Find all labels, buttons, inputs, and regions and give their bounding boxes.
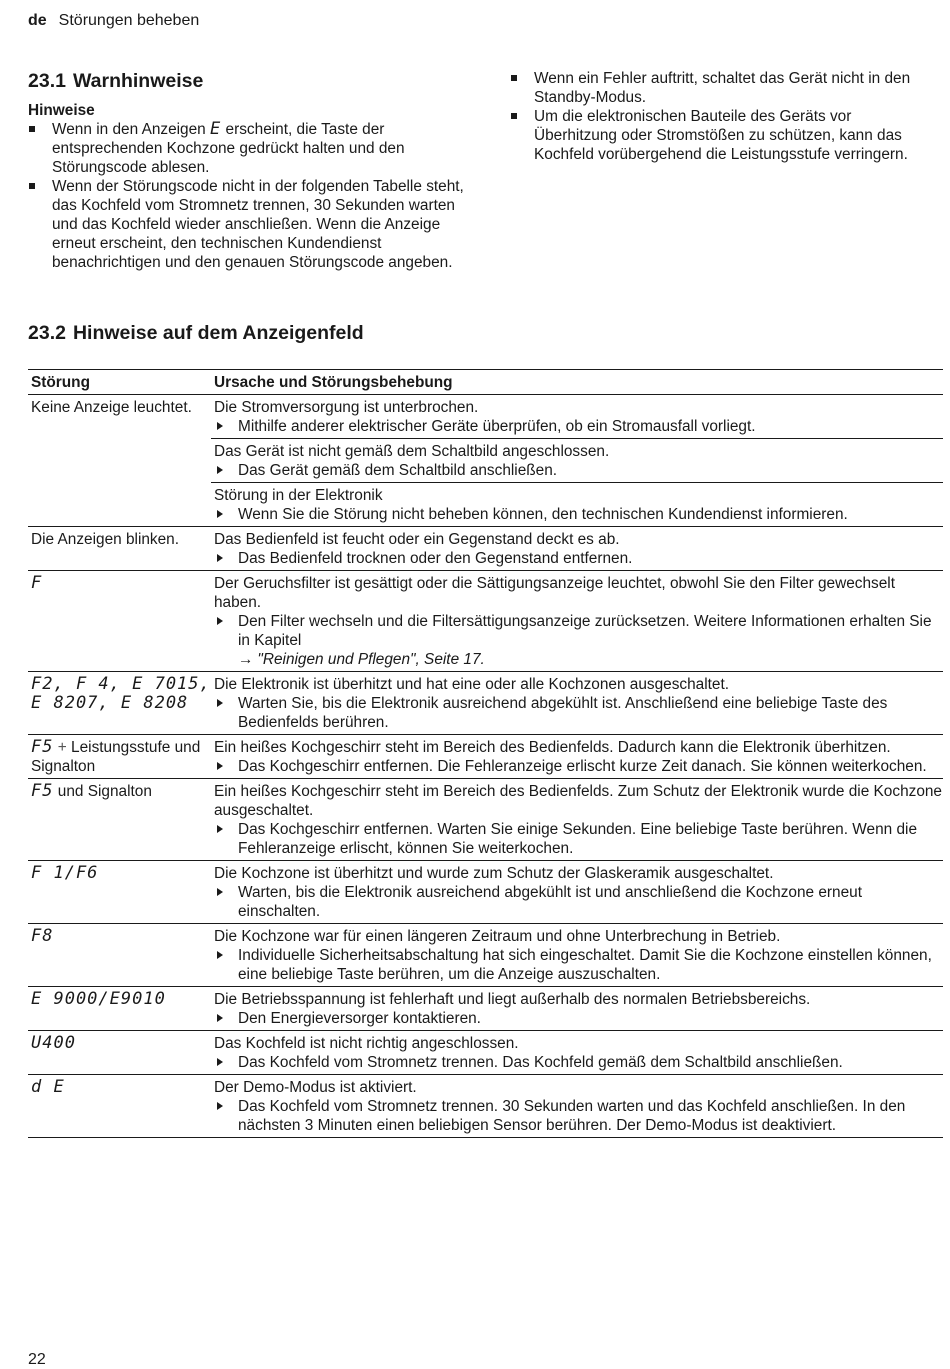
- cause-text: Die Betriebsspannung ist fehlerhaft und liegt außerhalb des normalen Betriebsbereichs.: [214, 991, 811, 1008]
- subheading-hinweise: Hinweise: [28, 102, 95, 119]
- fault-cell: [28, 1075, 211, 1138]
- cause-cell: [211, 483, 943, 527]
- page-number: 22: [28, 1351, 46, 1368]
- chapter-title: Störungen beheben: [58, 12, 200, 29]
- fault-cell: [28, 987, 211, 1031]
- cause-text: Ein heißes Kochgeschirr steht im Bereich des Bedienfelds. Dadurch kann die Elektronik überhitzen.: [214, 739, 891, 756]
- action-step: Warten, bis die Elektronik ausreichend abgekühlt ist und anschließend die Kochzone erneut einschalten.: [214, 883, 943, 921]
- action-step: Wenn Sie die Störung nicht beheben können, den technischen Kundendienst informieren.: [214, 505, 943, 524]
- fault-cell: [28, 1031, 211, 1075]
- fault-cell: [28, 779, 211, 861]
- table-row: [28, 527, 943, 571]
- language-code: de: [28, 12, 47, 29]
- cause-cell: [211, 779, 943, 861]
- cause-cell: [211, 672, 943, 735]
- cause-text: Das Kochfeld ist nicht richtig angeschlossen.: [214, 1035, 519, 1052]
- cause-cell: [211, 439, 943, 483]
- fault-text: Leistungsstufe und Signalton: [31, 739, 201, 775]
- section-title: Warnhinweise: [72, 70, 204, 92]
- action-step: Das Kochfeld vom Stromnetz trennen. Das Kochfeld gemäß dem Schaltbild anschließen.: [214, 1053, 943, 1072]
- table-row: [28, 861, 943, 924]
- cause-text: Die Elektronik ist überhitzt und hat eine oder alle Kochzonen ausgeschaltet.: [214, 676, 730, 693]
- display-code: F5: [31, 781, 54, 801]
- cause-cell: [211, 924, 943, 987]
- cause-text: Ein heißes Kochgeschirr steht im Bereich des Bedienfelds. Zum Schutz der Elektronik wurde die Kochzone ausgeschaltet.: [214, 783, 942, 819]
- column-header-cause: Ursache und Störungsbehebung: [211, 370, 943, 395]
- action-step: Den Energieversorger kontaktieren.: [214, 1009, 943, 1028]
- table-header-row: [28, 370, 943, 395]
- fault-cell: Die Anzeigen blinken.: [28, 527, 211, 571]
- cause-text: Der Demo-Modus ist aktiviert.: [214, 1079, 417, 1096]
- fault-text: und Signalton: [57, 783, 152, 800]
- display-code: F8: [31, 926, 54, 946]
- section-title: Hinweise auf dem Anzeigenfeld: [72, 322, 364, 344]
- fault-table: [28, 369, 943, 1138]
- display-code: F 1/F6: [31, 863, 99, 883]
- note-item: Wenn ein Fehler auftritt, schaltet das Gerät nicht in den Standby-Modus.: [510, 69, 930, 107]
- action-step: Das Kochfeld vom Stromnetz trennen. 30 Sekunden warten und das Kochfeld anschließen. In den nächsten 3 Minuten einen beliebigen Sensor berühren. Der Demo-Modus ist deaktiviert.: [214, 1097, 943, 1135]
- cause-cell: [211, 735, 943, 779]
- fault-cell: [28, 861, 211, 924]
- table-row: [28, 924, 943, 987]
- fault-cell: Keine Anzeige leuchtet.: [28, 395, 211, 527]
- cause-text: Die Kochzone war für einen längeren Zeitraum und ohne Unterbrechung in Betrieb.: [214, 928, 781, 945]
- table-row: [28, 672, 943, 735]
- cause-cell: [211, 527, 943, 571]
- section-23-1-left-column: [28, 69, 468, 272]
- table-row: [28, 395, 943, 439]
- fault-cell: [28, 735, 211, 779]
- cause-cell: [211, 987, 943, 1031]
- display-code: F: [31, 573, 43, 593]
- cause-text: Störung in der Elektronik: [214, 487, 383, 504]
- section-heading-23-2: [28, 321, 364, 345]
- cause-text: Die Kochzone ist überhitzt und wurde zum Schutz der Glaskeramik ausgeschaltet.: [214, 865, 774, 882]
- cause-cell: [211, 1075, 943, 1138]
- action-step: Das Gerät gemäß dem Schaltbild anschließen.: [214, 461, 943, 480]
- plus-sign: +: [57, 739, 67, 756]
- table-row: [28, 987, 943, 1031]
- action-step: Das Kochgeschirr entfernen. Warten Sie einige Sekunden. Eine beliebige Taste berühren. Wenn die Fehleranzeige erlischt, können Sie weiterkochen.: [214, 820, 943, 858]
- section-number: 23.1: [28, 70, 66, 92]
- note-item: Um die elektronischen Bauteile des Geräts vor Überhitzung oder Stromstößen zu schützen, kann das Kochfeld vorübergehend die Leistungsstufe verringern.: [510, 107, 930, 164]
- fault-cell: [28, 924, 211, 987]
- notes-list-right: [510, 69, 930, 164]
- column-header-fault: Störung: [28, 370, 211, 395]
- cause-cell: [211, 395, 943, 439]
- action-step: Mithilfe anderer elektrischer Geräte überprüfen, ob ein Stromausfall vorliegt.: [214, 417, 943, 436]
- table-row: [28, 1075, 943, 1138]
- running-header: [28, 11, 199, 30]
- fault-cell: [28, 672, 211, 735]
- arrow-right-icon: →: [238, 651, 254, 668]
- display-code: U400: [31, 1033, 76, 1053]
- action-step: Das Kochgeschirr entfernen. Die Fehleranzeige erlischt kurze Zeit danach. Sie können weiterkochen.: [214, 757, 943, 776]
- display-code: F5: [31, 737, 54, 757]
- display-code: E 9000/E9010: [31, 989, 166, 1009]
- section-23-2: [28, 321, 364, 345]
- cause-text: Der Geruchsfilter ist gesättigt oder die Sättigungsanzeige leuchtet, obwohl Sie den Filter gewechselt haben.: [214, 575, 895, 611]
- cause-text: Die Stromversorgung ist unterbrochen.: [214, 399, 479, 416]
- table-row: [28, 779, 943, 861]
- table-row: [28, 735, 943, 779]
- display-code: E 8207, E 8208: [31, 693, 189, 713]
- action-step: Den Filter wechseln und die Filtersättigungsanzeige zurücksetzen. Weitere Informationen erhalten Sie in Kapitel: [214, 612, 943, 650]
- section-heading-23-1: [28, 69, 468, 93]
- section-number: 23.2: [28, 322, 66, 344]
- action-step: Warten Sie, bis die Elektronik ausreichend abgekühlt ist. Anschließend eine beliebige Taste des Bedienfelds berühren.: [214, 694, 943, 732]
- notes-list-left: [28, 120, 468, 272]
- cross-reference[interactable]: [214, 650, 943, 669]
- section-23-1-right-column: [510, 69, 930, 164]
- action-step: Individuelle Sicherheitsabschaltung hat sich eingeschaltet. Damit Sie die Kochzone einstellen können, eine beliebige Taste berühren, um die Anzeige auszuschalten.: [214, 946, 943, 984]
- display-code: F2, F 4, E 7015,: [31, 674, 211, 694]
- cause-text: Das Gerät ist nicht gemäß dem Schaltbild angeschlossen.: [214, 443, 610, 460]
- display-code: d E: [31, 1077, 65, 1097]
- cause-cell: [211, 861, 943, 924]
- cross-reference-link[interactable]: "Reinigen und Pflegen", Seite 17.: [257, 651, 485, 668]
- note-item: Wenn der Störungscode nicht in der folgenden Tabelle steht, das Kochfeld vom Stromnetz trennen, 30 Sekunden warten und das Kochfeld wieder anschließen. Wenn die Anzeige erneut erscheint, den technischen Kundendienst benachrichtigen und den genauen Störungscode angeben.: [28, 177, 468, 272]
- fault-cell: [28, 571, 211, 672]
- display-code: E: [210, 119, 222, 139]
- table-row: [28, 571, 943, 672]
- cause-cell: [211, 571, 943, 672]
- table-row: [28, 1031, 943, 1075]
- cause-cell: [211, 1031, 943, 1075]
- cause-text: Das Bedienfeld ist feucht oder ein Gegenstand deckt es ab.: [214, 531, 620, 548]
- note-item: Wenn in den Anzeigen E erscheint, die Taste der entsprechenden Kochzone gedrückt halten und den Störungscode ablesen.: [28, 120, 468, 177]
- action-step: Das Bedienfeld trocknen oder den Gegenstand entfernen.: [214, 549, 943, 568]
